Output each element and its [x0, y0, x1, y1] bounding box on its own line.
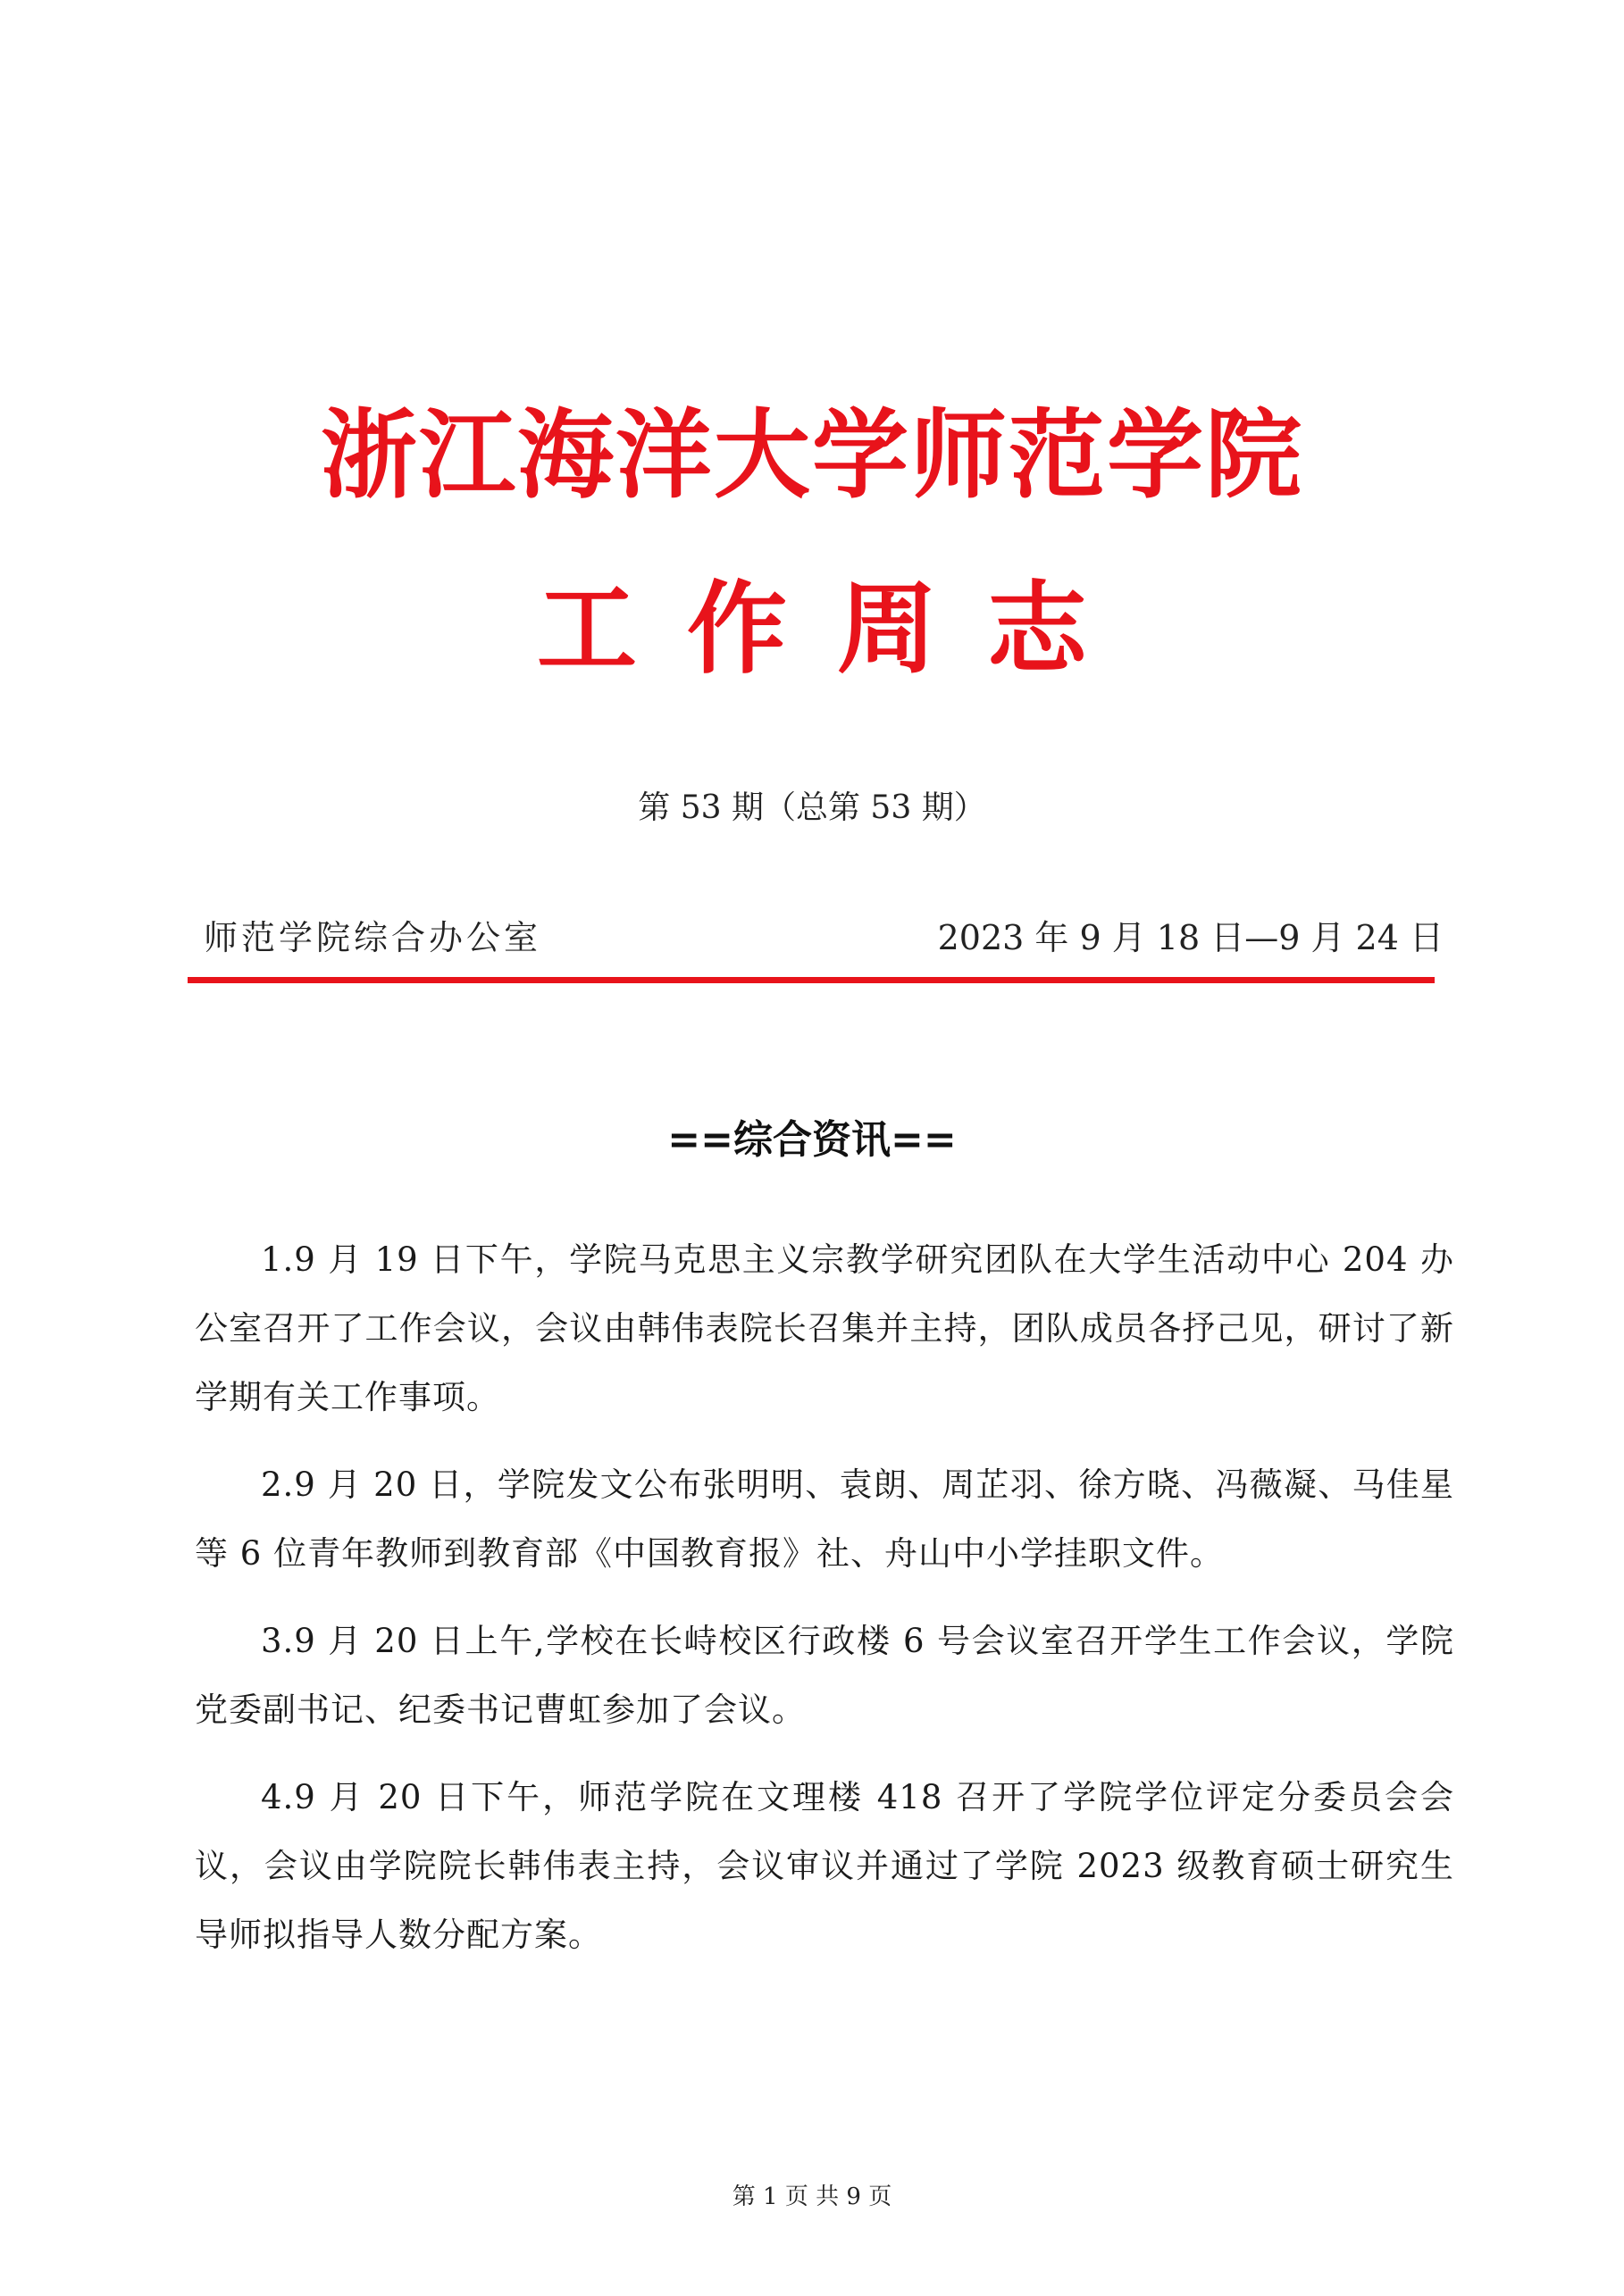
section-heading: ==综合资讯== — [667, 1117, 957, 1163]
news-item: 3.9 月 20 日上午,学校在长峙校区行政楼 6 号会议室召开学生工作会议，学院党委副书记、纪委书记曹虹参加了会议。 — [195, 1622, 1454, 1729]
news-list — [195, 1225, 1454, 1988]
date-range: 2023 年 9 月 18 日—9 月 24 日 — [937, 918, 1444, 957]
masthead-title: 浙江海洋大学师范学院 — [320, 399, 1303, 512]
news-item: 1.9 月 19 日下午，学院马克思主义宗教学研究团队在大学生活动中心 204 办公室召开了工作会议，会议由韩伟表院长召集并主持，团队成员各抒己见，研讨了新学期有关工作事项。 — [195, 1240, 1454, 1416]
news-item: 2.9 月 20 日，学院发文公布张明明、袁朗、周芷羽、徐方晓、冯薇凝、马佳星等 6 位青年教师到教育部《中国教育报》社、舟山中小学挂职文件。 — [195, 1465, 1454, 1573]
page-number-footer: 第 1 页 共 9 页 — [732, 2183, 892, 2210]
red-divider-rule — [188, 977, 1435, 983]
news-item: 4.9 月 20 日下午，师范学院在文理楼 418 召开了学院学位评定分委员会会议，会议由学院院长韩伟表主持，会议审议并通过了学院 2023 级教育硕士研究生导师拟指导人数分配方案。 — [195, 1778, 1454, 1954]
office-name: 师范学院综合办公室 — [204, 918, 542, 957]
masthead-subtitle: 工作周志 — [537, 572, 1137, 688]
issue-number: 第 53 期（总第 53 期） — [638, 789, 986, 826]
